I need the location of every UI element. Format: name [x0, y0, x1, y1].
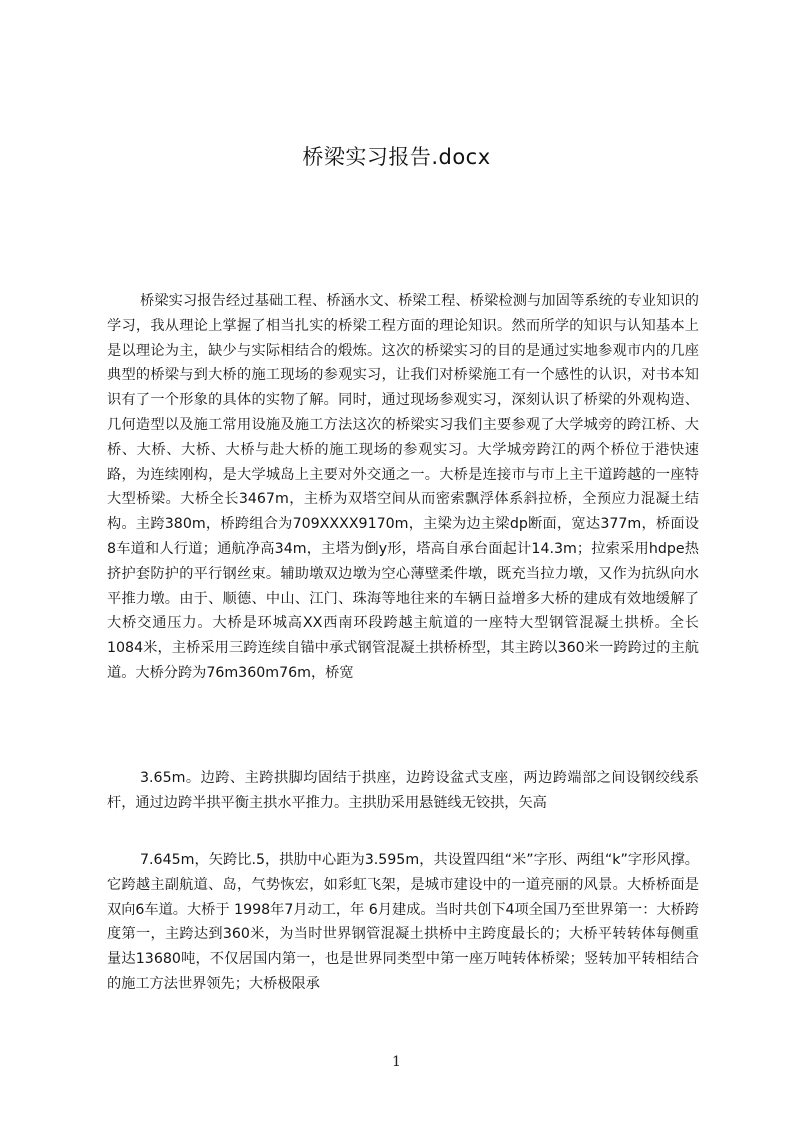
page-number: 1: [392, 1054, 401, 1070]
document-title: 桥梁实习报告.docx: [302, 145, 491, 169]
body-paragraph-1: 桥梁实习报告经过基础工程、桥涵水文、桥梁工程、桥梁检测与加固等系统的专业知识的学习，我从理论上掌握了相当扎实的桥梁工程方面的理论知识。然而所学的知识与认知基本上是以理论为主，缺少与实际相结合的煅炼。这次的桥梁实习的目的是通过实地参观市内的几座典型的桥梁与到大桥的施工现场的参观实习，让我们对桥梁施工有一个感性的认识，对书本知识有了一个形象的具体的实物了解。同时，通过现场参观实习，深刻认识了桥梁的外观构造、几何造型以及施工常用设施及施工方法这次的桥梁实习我们主要参观了大学城旁的跨江桥、大桥、大桥、大桥、大桥与赴大桥的施工现场的参观实习。大学城旁跨江的两个桥位于港快速路，为连续刚构，是大学城岛上主要对外交通之一。大桥是连接市与市上主干道跨越的一座特大型桥梁。大桥全长3467m，主桥为双塔空间从而密索飘浮体系斜拉桥，全预应力混凝土结构。主跨380m，桥跨组合为709XXXX9170m，主梁为边主梁dp断面，宽达377m，桥面设8车道和人行道；通航净高34m，主塔为倒y形，塔高自承台面起计14.3m；拉索采用hdpe热挤护套防护的平行钢丝束。辅助墩双边墩为空心薄壁柔件墩，既充当拉力墩，又作为抗纵向水平推力墩。由于、顺德、中山、江门、珠海等地往来的车辆日益增多大桥的建成有效地缓解了大桥交通压力。大桥是环城高XX西南环段跨越主航道的一座特大型钢管混凝土拱桥。全长1084米，主桥采用三跨连续自锚中承式钢管混凝土拱桥桥型，其主跨以360米一跨跨过的主航道。大桥分跨为76m360m76m，桥宽: [107, 293, 699, 681]
body-paragraph-2: 3.65m。边跨、主跨拱脚均固结于拱座，边跨设盆式支座，两边跨端部之间设钢绞线系杆，通过边跨半拱平衡主拱水平推力。主拱肋采用悬链线无铰拱，矢高: [107, 770, 699, 811]
body-paragraph-3: 7.645m，矢跨比.5，拱肋中心距为3.595m，共设置四组“米”字形、两组“k”字形风撑。它跨越主副航道、岛，气势恢宏，如彩虹飞架，是城市建设中的一道亮丽的风景。大桥桥面是双向6车道。大桥于 1998年7月动工，年 6月建成。当时共创下4项全国乃至世界第一：大桥跨度第一，主跨达到360米，为当时世界钢管混凝土拱桥中主跨度最长的；大桥平转转体每侧重量达13680吨，不仅居国内第一，也是世界同类型中第一座万吨转体桥梁；竖转加平转相结合的施工方法世界领先；大桥极限承: [107, 852, 699, 992]
